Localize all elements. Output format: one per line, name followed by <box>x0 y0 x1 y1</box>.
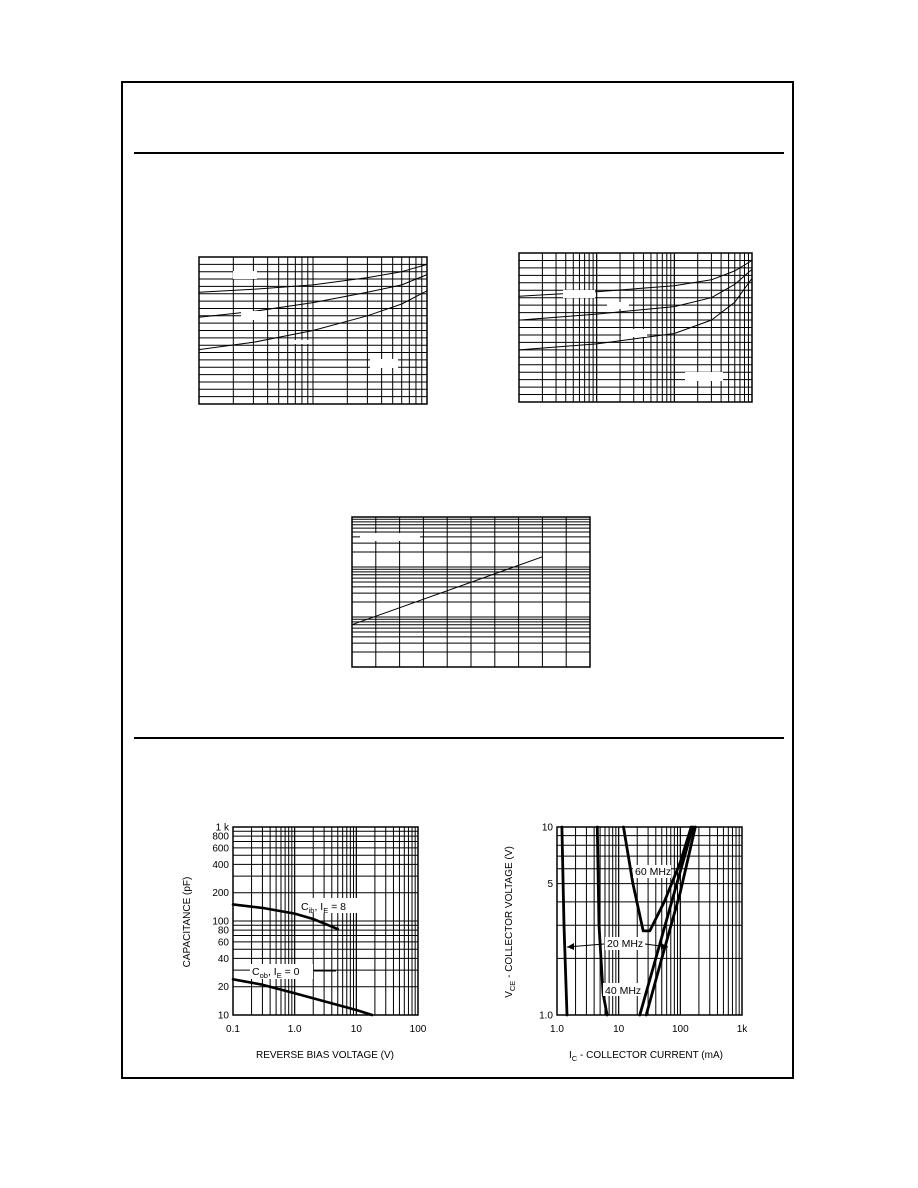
annotation-40mhz: 40 MHz <box>605 985 642 997</box>
x-tick-label: 10 <box>613 1024 625 1035</box>
x-tick-label: 10 <box>350 1024 362 1035</box>
x-tick-label: 100 <box>409 1024 427 1035</box>
series-line-0 <box>562 827 567 1015</box>
y-tick-label: 400 <box>212 859 229 871</box>
annotation-20mhz: 20 MHz <box>607 938 644 950</box>
y-tick-label: 60 <box>217 937 229 949</box>
x-axis-label: $I_C$ - COLLECTOR CURRENT (mA) <box>569 1050 723 1063</box>
chart-grid <box>557 827 742 1015</box>
y-axis-label: $V_{CE}$ - COLLECTOR VOLTAGE (V) <box>504 846 517 998</box>
x-tick-label: 100 <box>671 1024 689 1035</box>
x-tick-label: 1.0 <box>550 1024 564 1035</box>
y-tick-label: 80 <box>217 925 229 937</box>
y-axis-label: CAPACITANCE (pF) <box>182 876 193 968</box>
annotation-cib: $C_{ib}$, $I_E = 8$ <box>301 901 347 915</box>
plot-frame <box>557 827 742 1015</box>
y-tick-label: 40 <box>217 953 229 965</box>
y-tick-label: 200 <box>212 888 229 900</box>
y-tick-label: 1.0 <box>539 1010 553 1022</box>
x-tick-label: 0.1 <box>226 1024 240 1035</box>
y-tick-label: 10 <box>217 1010 229 1022</box>
y-tick-label: 100 <box>212 916 229 928</box>
y-tick-label: 10 <box>541 822 553 834</box>
x-tick-label: 1.0 <box>287 1024 302 1035</box>
y-tick-label: 600 <box>212 843 229 855</box>
x-tick-label: 1k <box>736 1024 748 1035</box>
arrow-head-left-icon <box>567 943 574 950</box>
annotation-cob: $C_{ob}$, $I_E = 0$ <box>252 966 300 980</box>
annotation-60mhz: 60 MHz <box>635 866 672 878</box>
y-tick-label: 800 <box>212 831 229 843</box>
series-line-2 <box>624 827 692 931</box>
y-tick-label: 20 <box>217 982 229 994</box>
y-tick-label: 5 <box>547 879 553 891</box>
x-axis-label: REVERSE BIAS VOLTAGE (V) <box>256 1050 394 1061</box>
y-tick-label: 1 k <box>215 822 229 834</box>
